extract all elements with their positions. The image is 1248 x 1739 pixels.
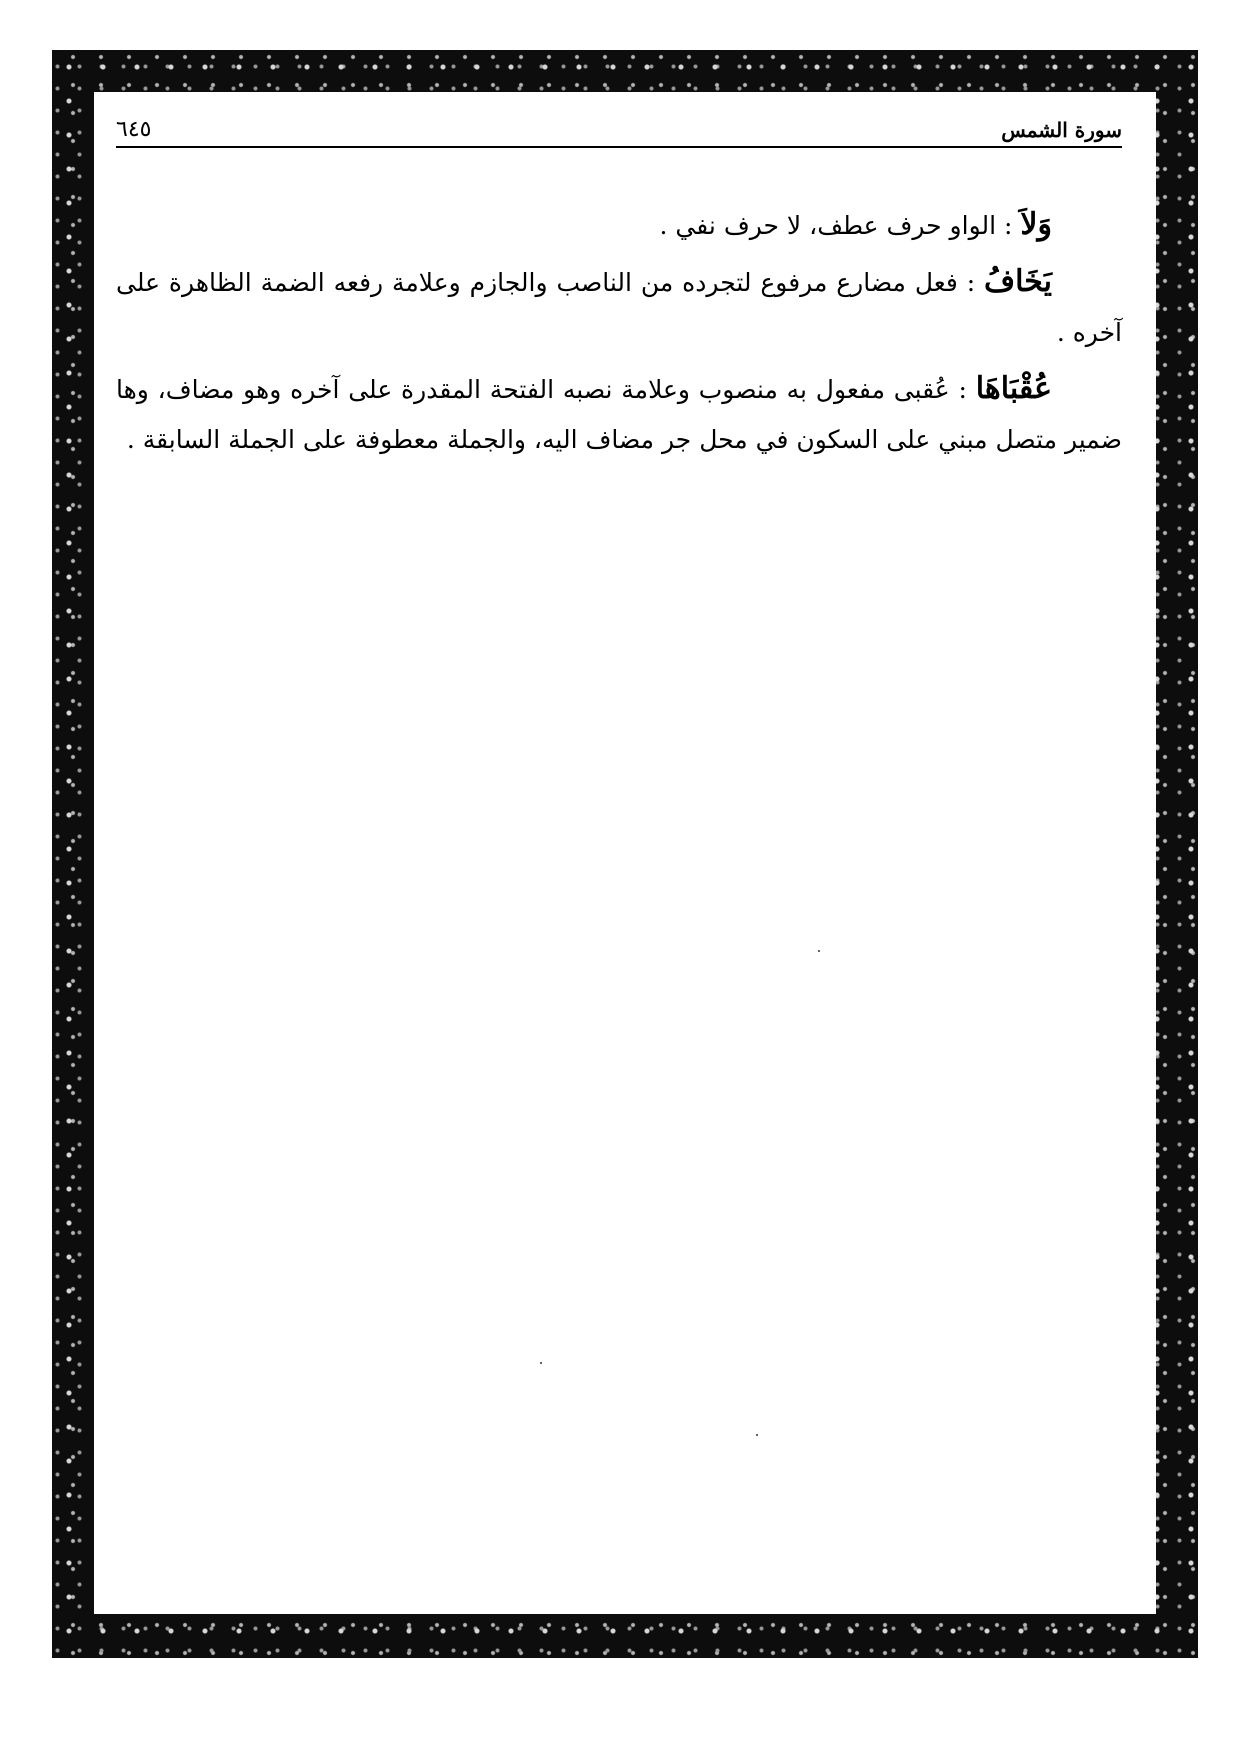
scan-speck xyxy=(756,1434,758,1436)
entry-separator: : xyxy=(996,211,1021,240)
entry-term: يَخَافُ xyxy=(984,264,1052,299)
entry-yakhafu xyxy=(116,257,1122,358)
entry-uqbaha xyxy=(116,364,1122,465)
entry-wala xyxy=(116,200,1122,251)
entry-term: وَلاَ xyxy=(1020,207,1052,242)
running-header xyxy=(116,114,1122,148)
scan-speck xyxy=(540,1362,542,1364)
entry-text: فعل مضارع مرفوع لتجرده من الناصب والجازم وعلامة رفعه الضمة الظاهرة على آخره . xyxy=(116,268,1122,347)
grammar-entries xyxy=(116,200,1122,471)
entry-term: عُقْبَاهَا xyxy=(975,371,1052,406)
scan-speck xyxy=(818,950,820,952)
entry-separator: : xyxy=(949,375,976,404)
surah-name: سورة الشمس xyxy=(1001,118,1122,142)
entry-text: عُقبى مفعول به منصوب وعلامة نصبه الفتحة المقدرة على آخره وهو مضاف، وها ضمير متصل مبني على السكون في محل جر مضاف اليه، والجملة معطوفة على الجملة السابقة . xyxy=(116,375,1122,454)
entry-separator: : xyxy=(957,268,985,297)
entry-text: الواو حرف عطف، لا حرف نفي . xyxy=(659,211,997,240)
page-number: ٦٤٥ xyxy=(116,117,152,142)
